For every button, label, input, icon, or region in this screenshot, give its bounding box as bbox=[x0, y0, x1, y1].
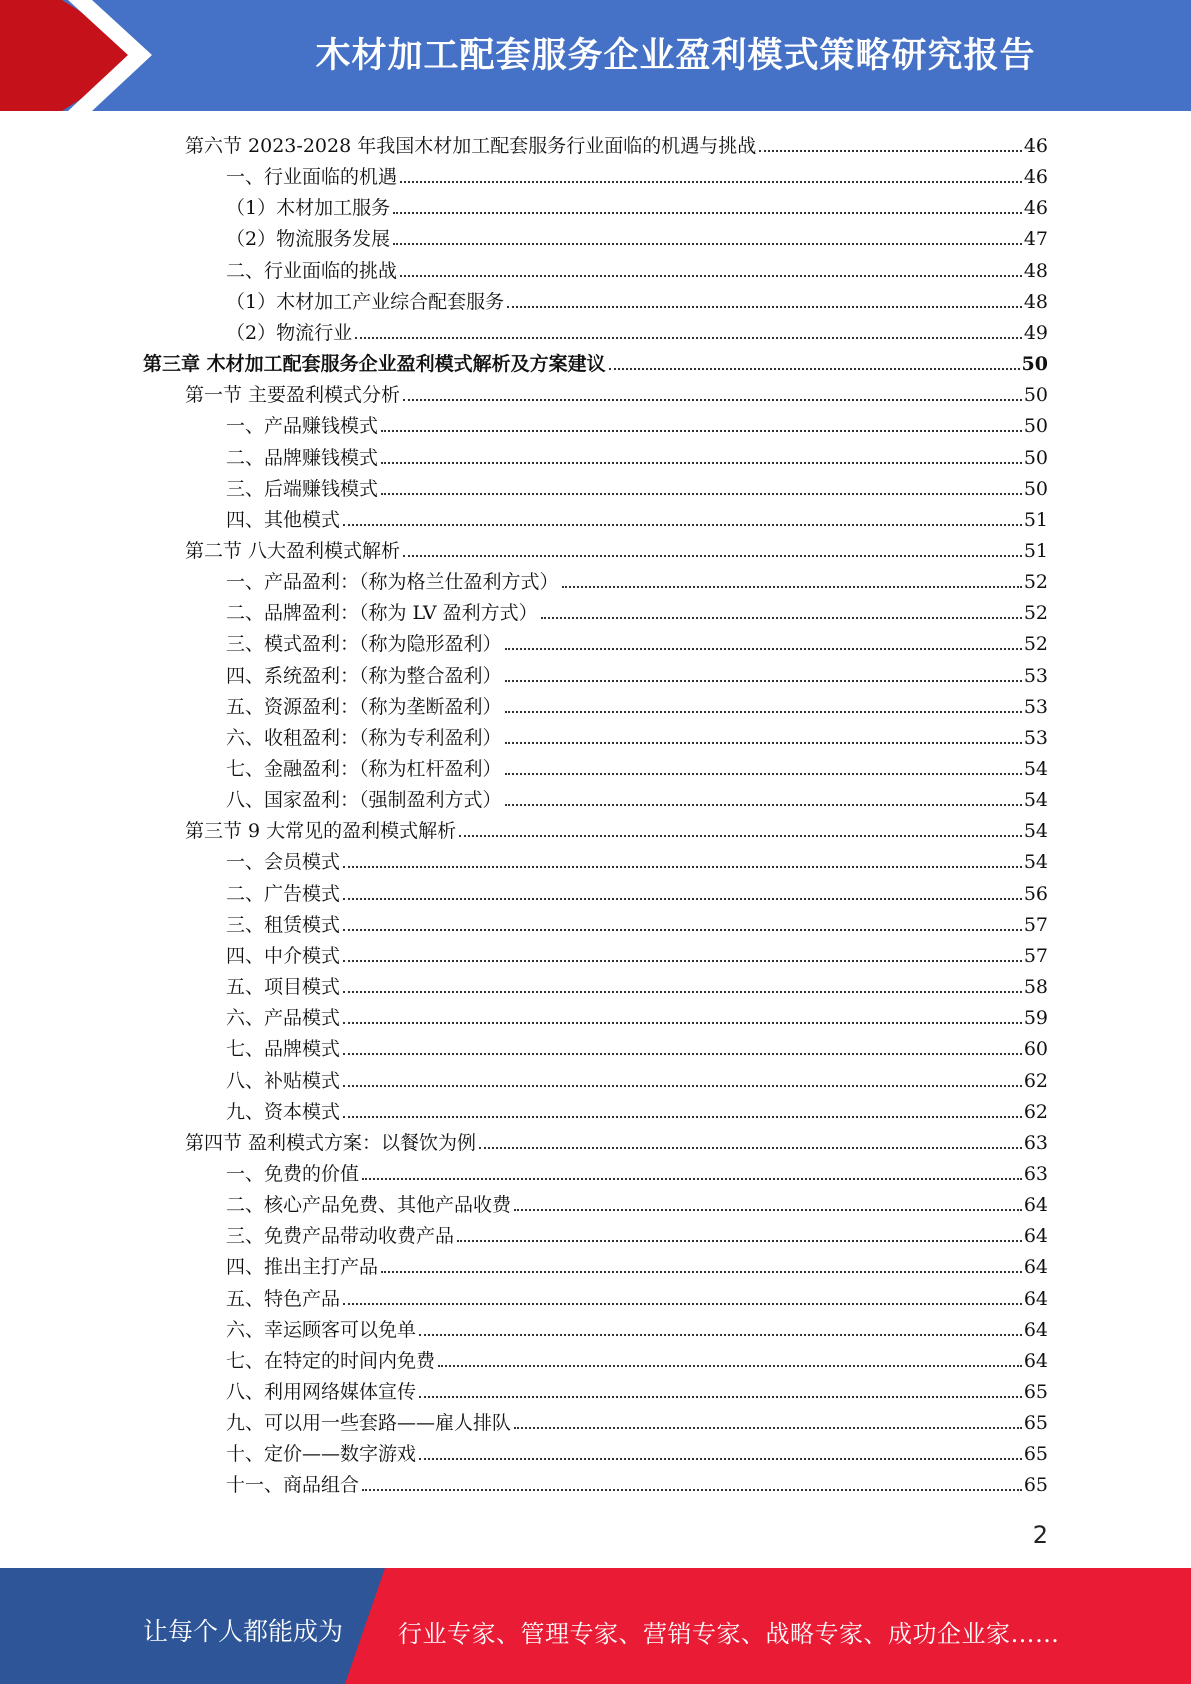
toc-subsection-entry[interactable] bbox=[226, 968, 1048, 999]
toc-section-entry[interactable] bbox=[185, 532, 1048, 563]
toc-subsection-entry[interactable] bbox=[226, 1435, 1048, 1466]
toc-dot-leader bbox=[343, 1022, 1022, 1024]
toc-subsection-entry[interactable] bbox=[226, 688, 1048, 719]
toc-subsection-entry[interactable] bbox=[226, 1311, 1048, 1342]
toc-dot-leader bbox=[343, 929, 1022, 931]
toc-entry-page: 50 bbox=[1023, 415, 1048, 438]
toc-entry-page: 52 bbox=[1023, 602, 1048, 625]
toc-entry-page: 48 bbox=[1023, 259, 1048, 282]
toc-entry-page: 54 bbox=[1023, 789, 1048, 812]
toc-dot-leader bbox=[609, 368, 1020, 370]
toc-subsection-entry[interactable] bbox=[226, 875, 1048, 906]
toc-entry-page: 62 bbox=[1023, 1069, 1048, 1092]
toc-entry-label: 第四节 盈利模式方案：以餐饮为例 bbox=[185, 1131, 477, 1154]
toc-dot-leader bbox=[419, 1334, 1022, 1336]
toc-entry-label: 九、可以用一些套路——雇人排队 bbox=[226, 1412, 512, 1435]
toc-entry-page: 64 bbox=[1023, 1256, 1048, 1279]
toc-subsection-entry[interactable] bbox=[226, 220, 1048, 251]
toc-entry-page: 58 bbox=[1023, 976, 1048, 999]
toc-entry-page: 64 bbox=[1023, 1287, 1048, 1310]
toc-subsection-entry[interactable] bbox=[226, 657, 1048, 688]
toc-subsection-entry[interactable] bbox=[226, 189, 1048, 220]
toc-dot-leader bbox=[343, 1085, 1022, 1087]
toc-entry-page: 62 bbox=[1023, 1100, 1048, 1123]
toc-dot-leader bbox=[562, 586, 1022, 588]
toc-entry-page: 63 bbox=[1023, 1131, 1048, 1154]
toc-dot-leader bbox=[459, 835, 1022, 837]
toc-entry-label: 一、免费的价值 bbox=[226, 1162, 360, 1185]
toc-entry-page: 63 bbox=[1023, 1162, 1048, 1185]
toc-entry-page: 59 bbox=[1023, 1007, 1048, 1030]
toc-entry-label: 二、行业面临的挑战 bbox=[226, 259, 398, 282]
toc-dot-leader bbox=[343, 866, 1022, 868]
toc-entry-label: 第六节 2023-2028 年我国木材加工配套服务行业面临的机遇与挑战 bbox=[185, 135, 757, 157]
toc-dot-leader bbox=[505, 773, 1022, 775]
toc-section-entry[interactable] bbox=[185, 1124, 1048, 1155]
toc-entry-label: 五、资源盈利：（称为垄断盈利） bbox=[226, 695, 502, 718]
toc-subsection-entry[interactable] bbox=[226, 1062, 1048, 1093]
report-title: 木材加工配套服务企业盈利模式策略研究报告 bbox=[315, 36, 1036, 76]
toc-entry-label: 三、免费产品带动收费产品 bbox=[226, 1225, 455, 1248]
toc-dot-leader bbox=[393, 243, 1022, 245]
toc-entry-page: 60 bbox=[1023, 1038, 1048, 1061]
toc-entry-page: 53 bbox=[1023, 695, 1048, 718]
toc-subsection-entry[interactable] bbox=[226, 937, 1048, 968]
toc-entry-label: 六、产品模式 bbox=[226, 1007, 341, 1030]
toc-dot-leader bbox=[514, 1427, 1022, 1429]
toc-dot-leader bbox=[381, 462, 1022, 464]
toc-subsection-entry[interactable] bbox=[226, 1030, 1048, 1061]
toc-dot-leader bbox=[343, 960, 1022, 962]
toc-dot-leader bbox=[759, 150, 1022, 152]
toc-entry-label: 二、广告模式 bbox=[226, 882, 341, 905]
toc-section-entry[interactable] bbox=[185, 127, 1048, 158]
toc-entry-page: 65 bbox=[1023, 1443, 1048, 1466]
toc-entry-page: 47 bbox=[1023, 228, 1048, 251]
toc-dot-leader bbox=[505, 680, 1022, 682]
toc-subsection-entry[interactable] bbox=[226, 501, 1048, 532]
toc-entry-label: 二、品牌盈利：（称为 LV 盈利方式） bbox=[226, 602, 538, 625]
toc-dot-leader bbox=[355, 337, 1022, 339]
toc-entry-label: 七、在特定的时间内免费 bbox=[226, 1349, 436, 1372]
toc-entry-label: 三、租赁模式 bbox=[226, 913, 341, 936]
toc-chapter-entry[interactable] bbox=[143, 345, 1048, 376]
toc-subsection-entry[interactable] bbox=[226, 158, 1048, 189]
toc-subsection-entry[interactable] bbox=[226, 999, 1048, 1030]
toc-dot-leader bbox=[457, 1240, 1022, 1242]
toc-subsection-entry[interactable] bbox=[226, 1373, 1048, 1404]
toc-entry-page: 65 bbox=[1023, 1412, 1048, 1435]
toc-entry-page: 64 bbox=[1023, 1349, 1048, 1372]
toc-entry-label: 八、国家盈利：（强制盈利方式） bbox=[226, 789, 502, 812]
toc-entry-page: 51 bbox=[1023, 508, 1048, 531]
toc-entry-page: 65 bbox=[1023, 1381, 1048, 1403]
toc-dot-leader bbox=[343, 1053, 1022, 1055]
toc-entry-label: 五、项目模式 bbox=[226, 976, 341, 999]
toc-subsection-entry[interactable] bbox=[226, 407, 1048, 438]
toc-subsection-entry[interactable] bbox=[226, 1093, 1048, 1124]
toc-entry-page: 46 bbox=[1023, 135, 1048, 157]
toc-subsection-entry[interactable] bbox=[226, 594, 1048, 625]
toc-entry-page: 50 bbox=[1023, 446, 1048, 469]
toc-dot-leader bbox=[400, 181, 1022, 183]
toc-entry-label: （2）物流服务发展 bbox=[226, 228, 391, 251]
toc-entry-label: 四、系统盈利：（称为整合盈利） bbox=[226, 664, 502, 687]
toc-entry-label: 六、幸运顾客可以免单 bbox=[226, 1318, 417, 1341]
toc-entry-page: 57 bbox=[1023, 913, 1048, 936]
toc-dot-leader bbox=[438, 1365, 1022, 1367]
toc-subsection-entry[interactable] bbox=[226, 439, 1048, 470]
page-footer bbox=[0, 1568, 1191, 1684]
toc-entry-page: 53 bbox=[1023, 726, 1048, 749]
footer-slogan-right: 行业专家、管理专家、营销专家、战略专家、成功企业家…… bbox=[398, 1620, 1060, 1648]
toc-entry-label: 十一、商品组合 bbox=[226, 1474, 360, 1497]
toc-section-entry[interactable] bbox=[185, 812, 1048, 843]
toc-entry-label: 第三节 9 大常见的盈利模式解析 bbox=[185, 820, 457, 843]
toc-entry-label: 九、资本模式 bbox=[226, 1100, 341, 1123]
toc-subsection-entry[interactable] bbox=[226, 843, 1048, 874]
toc-section-entry[interactable] bbox=[185, 376, 1048, 407]
page-number: 2 bbox=[1032, 1521, 1048, 1549]
toc-dot-leader bbox=[362, 1178, 1022, 1180]
toc-entry-page: 52 bbox=[1023, 633, 1048, 656]
toc-entry-label: 第一节 主要盈利模式分析 bbox=[185, 384, 401, 407]
toc-dot-leader bbox=[393, 212, 1022, 214]
toc-dot-leader bbox=[505, 711, 1022, 713]
toc-dot-leader bbox=[507, 306, 1022, 308]
toc-subsection-entry[interactable] bbox=[226, 781, 1048, 812]
toc-dot-leader bbox=[343, 1303, 1022, 1305]
toc-entry-label: 六、收租盈利：（称为专利盈利） bbox=[226, 726, 502, 749]
toc-entry-page: 65 bbox=[1023, 1474, 1048, 1497]
toc-entry-page: 50 bbox=[1023, 384, 1048, 407]
toc-entry-page: 51 bbox=[1023, 539, 1048, 562]
toc-entry-page: 56 bbox=[1023, 882, 1048, 905]
toc-subsection-entry[interactable] bbox=[226, 470, 1048, 501]
toc-subsection-entry[interactable] bbox=[226, 906, 1048, 937]
toc-entry-label: 七、金融盈利：（称为杠杆盈利） bbox=[226, 758, 502, 780]
toc-dot-leader bbox=[403, 555, 1022, 557]
toc-entry-page: 46 bbox=[1023, 166, 1048, 189]
toc-subsection-entry[interactable] bbox=[226, 625, 1048, 656]
toc-entry-page: 54 bbox=[1023, 820, 1048, 843]
toc-dot-leader bbox=[343, 898, 1022, 900]
toc-entry-label: 一、行业面临的机遇 bbox=[226, 166, 398, 189]
toc-dot-leader bbox=[514, 1209, 1022, 1211]
toc-dot-leader bbox=[403, 399, 1022, 401]
toc-dot-leader bbox=[541, 617, 1022, 619]
toc-entry-page: 50 bbox=[1023, 477, 1048, 500]
toc-subsection-entry[interactable] bbox=[226, 283, 1048, 314]
toc-entry-label: 八、利用网络媒体宣传 bbox=[226, 1381, 417, 1403]
toc-subsection-entry[interactable] bbox=[226, 750, 1048, 781]
toc-dot-leader bbox=[343, 991, 1022, 993]
toc-entry-label: 四、中介模式 bbox=[226, 944, 341, 967]
toc-entry-page: 48 bbox=[1023, 290, 1048, 313]
toc-subsection-entry[interactable] bbox=[226, 1217, 1048, 1248]
toc-entry-page: 64 bbox=[1023, 1318, 1048, 1341]
toc-entry-page: 53 bbox=[1023, 664, 1048, 687]
toc-subsection-entry[interactable] bbox=[226, 1280, 1048, 1311]
toc-entry-label: 二、品牌赚钱模式 bbox=[226, 446, 379, 469]
toc-dot-leader bbox=[505, 648, 1022, 650]
toc-dot-leader bbox=[505, 804, 1022, 806]
toc-entry-page: 49 bbox=[1023, 321, 1048, 344]
toc-entry-label: 一、产品赚钱模式 bbox=[226, 415, 379, 438]
toc-dot-leader bbox=[343, 524, 1022, 526]
toc-entry-page: 54 bbox=[1023, 758, 1048, 780]
toc-entry-label: 十、定价——数字游戏 bbox=[226, 1443, 417, 1466]
toc-subsection-entry[interactable] bbox=[226, 1404, 1048, 1435]
toc-subsection-entry[interactable] bbox=[226, 1342, 1048, 1373]
toc-dot-leader bbox=[419, 1396, 1022, 1398]
toc-entry-page: 46 bbox=[1023, 197, 1048, 220]
toc-entry-page: 64 bbox=[1023, 1225, 1048, 1248]
toc-entry-label: 四、推出主打产品 bbox=[226, 1256, 379, 1279]
toc-subsection-entry[interactable] bbox=[226, 563, 1048, 594]
toc-entry-label: 三、后端赚钱模式 bbox=[226, 477, 379, 500]
toc-subsection-entry[interactable] bbox=[226, 719, 1048, 750]
toc-subsection-entry[interactable] bbox=[226, 1155, 1048, 1186]
toc-dot-leader bbox=[381, 493, 1022, 495]
toc-dot-leader bbox=[505, 742, 1022, 744]
toc-entry-label: 八、补贴模式 bbox=[226, 1069, 341, 1092]
toc-dot-leader bbox=[362, 1489, 1022, 1491]
toc-entry-page: 54 bbox=[1023, 851, 1048, 874]
toc-subsection-entry[interactable] bbox=[226, 1466, 1048, 1497]
toc-entry-label: 一、会员模式 bbox=[226, 851, 341, 874]
toc-entry-label: 二、核心产品免费、其他产品收费 bbox=[226, 1194, 512, 1217]
toc-dot-leader bbox=[343, 1116, 1022, 1118]
toc-dot-leader bbox=[419, 1458, 1022, 1460]
footer-slogan-left: 让每个人都能成为 bbox=[143, 1617, 344, 1646]
toc-dot-leader bbox=[479, 1147, 1022, 1149]
toc-entry-label: （1）木材加工服务 bbox=[226, 197, 391, 220]
toc-entry-page: 52 bbox=[1023, 571, 1048, 594]
toc-entry-label: （1）木材加工产业综合配套服务 bbox=[226, 290, 505, 313]
toc-subsection-entry[interactable] bbox=[226, 252, 1048, 283]
toc-entry-label: 三、模式盈利：（称为隐形盈利） bbox=[226, 633, 502, 656]
toc-dot-leader bbox=[381, 430, 1022, 432]
toc-subsection-entry[interactable] bbox=[226, 1248, 1048, 1279]
toc-entry-page: 64 bbox=[1023, 1194, 1048, 1217]
toc-subsection-entry[interactable] bbox=[226, 1186, 1048, 1217]
toc-dot-leader bbox=[400, 275, 1022, 277]
toc-entry-label: 四、其他模式 bbox=[226, 508, 341, 531]
toc-entry-label: 第三章 木材加工配套服务企业盈利模式解析及方案建议 bbox=[143, 353, 606, 376]
toc-entry-page: 57 bbox=[1023, 944, 1048, 967]
toc-entry-page: 50 bbox=[1021, 353, 1048, 376]
toc-entry-label: 第二节 八大盈利模式解析 bbox=[185, 539, 401, 562]
toc-entry-label: 一、产品盈利：（称为格兰仕盈利方式） bbox=[226, 571, 559, 594]
page-header bbox=[0, 0, 1191, 111]
toc-subsection-entry[interactable] bbox=[226, 314, 1048, 345]
toc-entry-label: （2）物流行业 bbox=[226, 321, 353, 344]
toc-entry-label: 七、品牌模式 bbox=[226, 1038, 341, 1061]
toc-dot-leader bbox=[381, 1271, 1022, 1273]
toc-entry-label: 五、特色产品 bbox=[226, 1287, 341, 1310]
